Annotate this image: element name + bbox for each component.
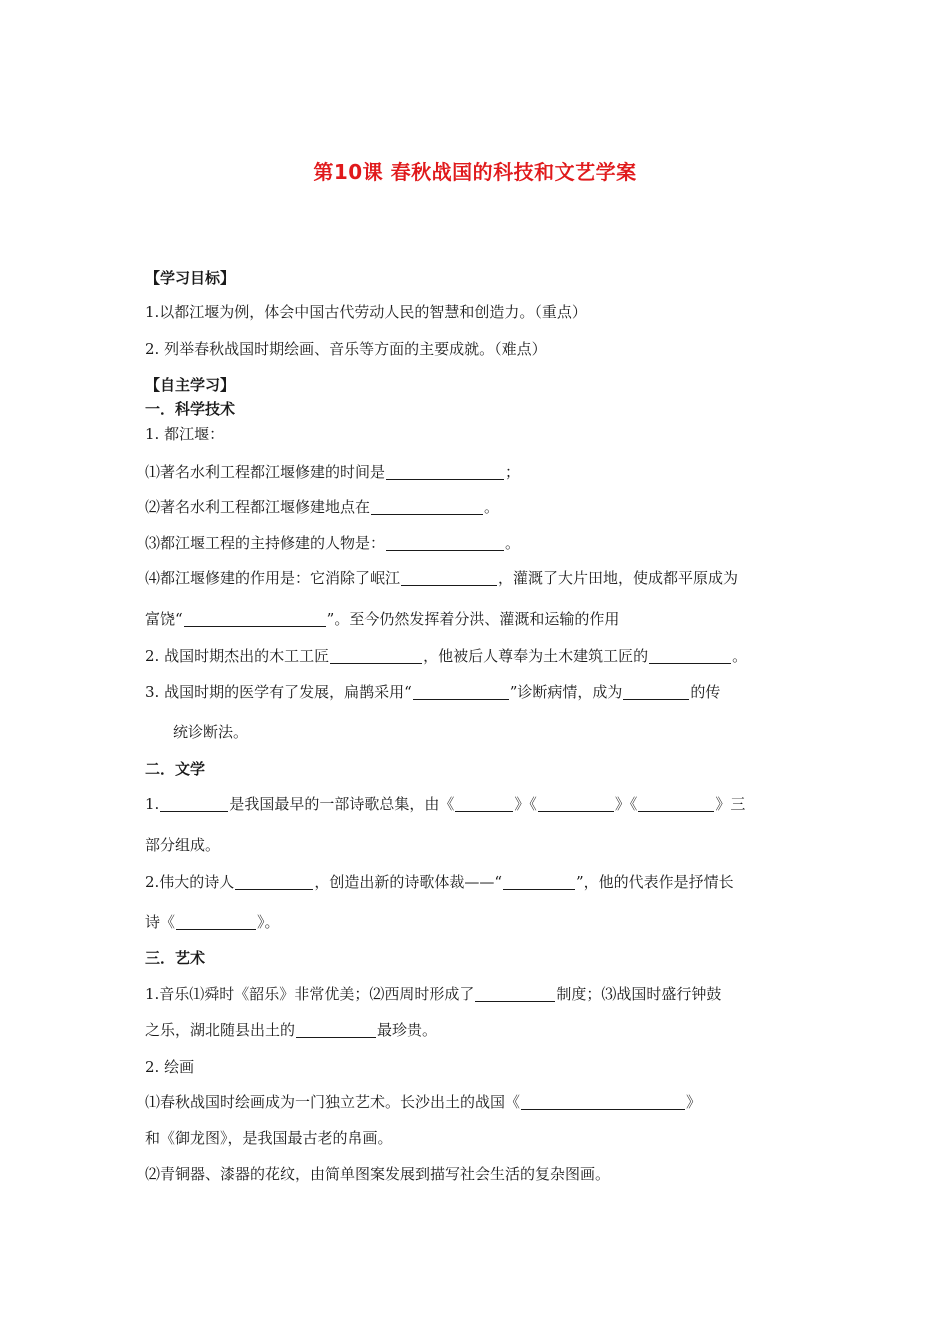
answer-blank[interactable] (176, 913, 256, 930)
question-1-4-cont: 富饶“ ”。至今仍然发挥着分洪、灌溉和运输的作用 (145, 610, 620, 628)
art-question-2: 2. 绘画 (145, 1058, 195, 1076)
question-2: 2. 战国时期杰出的木工工匠 ，他被后人尊奉为土木建筑工匠的 。 (145, 647, 748, 665)
answer-blank[interactable] (475, 985, 555, 1002)
answer-blank[interactable] (386, 463, 504, 480)
question-1-4: ⑷都江堰修建的作用是：它消除了岷江 ，灌溉了大片田地，使成都平原成为 (145, 569, 739, 587)
art-question-2-1-cont: 和《御龙图》，是我国最古老的帛画。 (145, 1129, 393, 1147)
question-1-3: ⑶都江堰工程的主持修建的人物是： 。 (145, 534, 521, 552)
question-1-1: ⑴著名水利工程都江堰修建的时间是 ； (145, 463, 521, 481)
section-art-heading: 三．艺术 (145, 949, 206, 967)
answer-blank[interactable] (521, 1093, 685, 1110)
literature-question-1: 1. 是我国最早的一部诗歌总集，由《 》《 》《 》三 (145, 795, 746, 813)
answer-blank[interactable] (638, 795, 714, 812)
question-3-cont: 统诊断法。 (173, 723, 249, 741)
answer-blank[interactable] (371, 498, 483, 515)
art-question-1-cont: 之乐，湖北随县出土的 最珍贵。 (145, 1021, 438, 1039)
literature-question-2: 2.伟大的诗人 ，创造出新的诗歌体裁——“ ”，他的代表作是抒情长 (145, 873, 734, 891)
literature-question-2-cont: 诗《 》。 (145, 913, 280, 931)
art-question-2-1: ⑴春秋战国时绘画成为一门独立艺术。长沙出土的战国《 》 (145, 1093, 702, 1111)
literature-question-1-cont: 部分组成。 (145, 836, 221, 854)
section-literature-heading: 二．文学 (145, 760, 206, 778)
answer-blank[interactable] (413, 683, 509, 700)
objectives-heading: 【学习目标】 (145, 269, 236, 287)
page-title: 第10课 春秋战国的科技和文艺学案 (313, 160, 637, 184)
answer-blank[interactable] (455, 795, 513, 812)
answer-blank[interactable] (296, 1021, 376, 1038)
question-dujiangyan: 1. 都江堰： (145, 425, 225, 443)
section-science-heading: 一．科学技术 (145, 400, 236, 418)
answer-blank[interactable] (503, 873, 575, 890)
answer-blank[interactable] (623, 683, 689, 700)
question-1-2: ⑵著名水利工程都江堰修建地点在 。 (145, 498, 500, 516)
question-3: 3. 战国时期的医学有了发展，扁鹊采用“ ”诊断病情，成为 的传 (145, 683, 721, 701)
objective-2: 2. 列举春秋战国时期绘画、音乐等方面的主要成就。（难点） (145, 340, 547, 358)
answer-blank[interactable] (330, 647, 422, 664)
answer-blank[interactable] (184, 610, 326, 627)
answer-blank[interactable] (649, 647, 731, 664)
art-question-1: 1.音乐⑴舜时《韶乐》非常优美；⑵西周时形成了 制度；⑶战国时盛行钟鼓 (145, 985, 722, 1003)
answer-blank[interactable] (538, 795, 614, 812)
answer-blank[interactable] (401, 569, 497, 586)
answer-blank[interactable] (386, 534, 504, 551)
answer-blank[interactable] (235, 873, 313, 890)
art-question-2-2: ⑵青铜器、漆器的花纹，由简单图案发展到描写社会生活的复杂图画。 (145, 1165, 611, 1183)
self-study-heading: 【自主学习】 (145, 376, 236, 394)
objective-1: 1.以都江堰为例，体会中国古代劳动人民的智慧和创造力。（重点） (145, 303, 587, 321)
answer-blank[interactable] (160, 795, 228, 812)
